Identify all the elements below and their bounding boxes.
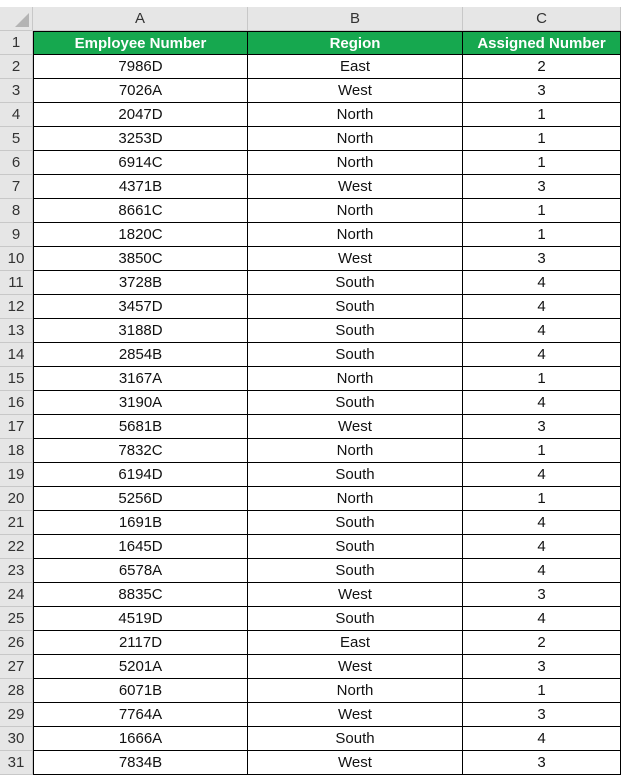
cell-assigned-number[interactable]: 1 [463,199,621,223]
cell-region[interactable]: West [248,751,463,775]
column-header-a[interactable]: A [33,7,248,31]
cell-region[interactable]: South [248,295,463,319]
cell-employee-number[interactable]: 7832C [33,439,248,463]
cell-region[interactable]: South [248,271,463,295]
cell-region[interactable]: North [248,439,463,463]
cell-assigned-number[interactable]: 4 [463,295,621,319]
cell-assigned-number[interactable]: 1 [463,439,621,463]
row-number[interactable]: 5 [0,127,33,151]
cell-assigned-number[interactable]: 4 [463,559,621,583]
header-cell-assigned-number[interactable]: Assigned Number [463,31,621,55]
table-row [0,727,621,751]
cell-employee-number[interactable]: 4519D [33,607,248,631]
cell-employee-number[interactable]: 3190A [33,391,248,415]
cell-employee-number[interactable]: 7026A [33,79,248,103]
cell-employee-number[interactable]: 3457D [33,295,248,319]
row-number[interactable]: 11 [0,271,33,295]
row-number[interactable]: 31 [0,751,33,775]
cell-employee-number[interactable]: 1691B [33,511,248,535]
cell-employee-number[interactable]: 6914C [33,151,248,175]
cell-assigned-number[interactable]: 4 [463,343,621,367]
table-row [0,271,621,295]
row-number[interactable]: 12 [0,295,33,319]
table-row [0,703,621,727]
row-number[interactable]: 8 [0,199,33,223]
row-number[interactable]: 1 [0,31,33,55]
cell-region[interactable]: North [248,367,463,391]
cell-assigned-number[interactable]: 3 [463,751,621,775]
row-number[interactable]: 26 [0,631,33,655]
select-all-corner[interactable] [0,7,33,31]
cell-employee-number[interactable]: 4371B [33,175,248,199]
cell-employee-number[interactable]: 2047D [33,103,248,127]
cell-region[interactable]: North [248,199,463,223]
cell-assigned-number[interactable]: 1 [463,679,621,703]
row-number[interactable]: 3 [0,79,33,103]
cell-region[interactable]: West [248,415,463,439]
row-number[interactable]: 14 [0,343,33,367]
row-number[interactable]: 25 [0,607,33,631]
cell-assigned-number[interactable]: 2 [463,631,621,655]
cell-assigned-number[interactable]: 3 [463,703,621,727]
cell-assigned-number[interactable]: 1 [463,367,621,391]
cell-employee-number[interactable]: 3188D [33,319,248,343]
cell-region[interactable]: West [248,175,463,199]
row-number[interactable]: 6 [0,151,33,175]
table-row [0,559,621,583]
cell-region[interactable]: West [248,79,463,103]
cell-region[interactable]: North [248,679,463,703]
column-headers [33,7,621,31]
table-row [0,463,621,487]
row-number[interactable]: 21 [0,511,33,535]
table-row [0,223,621,247]
cell-region[interactable]: North [248,151,463,175]
table-row [0,535,621,559]
cell-assigned-number[interactable]: 2 [463,55,621,79]
row-number[interactable]: 20 [0,487,33,511]
table-row [0,151,621,175]
table-row [0,439,621,463]
cell-employee-number[interactable]: 7986D [33,55,248,79]
cell-region[interactable]: North [248,487,463,511]
cell-region[interactable]: South [248,607,463,631]
row-number[interactable]: 29 [0,703,33,727]
row-number[interactable]: 17 [0,415,33,439]
row-number[interactable]: 16 [0,391,33,415]
table-row [0,367,621,391]
cell-region[interactable]: West [248,247,463,271]
row-number[interactable]: 13 [0,319,33,343]
table-header-row [0,31,621,55]
cell-assigned-number[interactable]: 3 [463,583,621,607]
row-number[interactable]: 19 [0,463,33,487]
table-row [0,175,621,199]
cell-region[interactable]: South [248,319,463,343]
row-number[interactable]: 7 [0,175,33,199]
cell-region[interactable]: West [248,703,463,727]
cell-employee-number[interactable]: 3728B [33,271,248,295]
cell-assigned-number[interactable]: 4 [463,391,621,415]
cell-employee-number[interactable]: 1820C [33,223,248,247]
cell-assigned-number[interactable]: 4 [463,727,621,751]
cell-assigned-number[interactable]: 1 [463,127,621,151]
table-row [0,343,621,367]
cell-employee-number[interactable]: 7764A [33,703,248,727]
cell-employee-number[interactable]: 1645D [33,535,248,559]
cell-employee-number[interactable]: 1666A [33,727,248,751]
cell-assigned-number[interactable]: 1 [463,103,621,127]
cell-region[interactable]: South [248,511,463,535]
cell-assigned-number[interactable]: 4 [463,319,621,343]
table-row [0,487,621,511]
cell-assigned-number[interactable]: 4 [463,535,621,559]
cell-region[interactable]: South [248,535,463,559]
table-row [0,655,621,679]
select-all-triangle-icon [15,13,29,27]
cell-employee-number[interactable]: 8835C [33,583,248,607]
table-row [0,583,621,607]
cell-employee-number[interactable]: 3167A [33,367,248,391]
row-number[interactable]: 10 [0,247,33,271]
cell-employee-number[interactable]: 6071B [33,679,248,703]
table-row [0,607,621,631]
table-row [0,319,621,343]
cell-assigned-number[interactable]: 3 [463,415,621,439]
cell-region[interactable]: South [248,343,463,367]
cell-region[interactable]: South [248,559,463,583]
cell-region[interactable]: East [248,631,463,655]
cell-employee-number[interactable]: 3850C [33,247,248,271]
table-row [0,631,621,655]
header-cell-employee-number[interactable]: Employee Number [33,31,248,55]
cell-region[interactable]: South [248,391,463,415]
cell-assigned-number[interactable]: 1 [463,487,621,511]
cell-assigned-number[interactable]: 4 [463,271,621,295]
cell-assigned-number[interactable]: 4 [463,463,621,487]
row-number[interactable]: 15 [0,367,33,391]
cell-region[interactable]: North [248,103,463,127]
row-number[interactable]: 4 [0,103,33,127]
table-row [0,751,621,775]
row-number[interactable]: 30 [0,727,33,751]
cell-employee-number[interactable]: 5201A [33,655,248,679]
row-number[interactable]: 2 [0,55,33,79]
cell-region[interactable]: North [248,127,463,151]
cell-employee-number[interactable]: 5256D [33,487,248,511]
cell-region[interactable]: East [248,55,463,79]
row-number[interactable]: 23 [0,559,33,583]
cell-region[interactable]: South [248,463,463,487]
table-row [0,79,621,103]
cell-assigned-number[interactable]: 3 [463,175,621,199]
grid-rows [0,31,621,775]
table-row [0,127,621,151]
cell-assigned-number[interactable]: 3 [463,247,621,271]
column-header-b[interactable]: B [248,7,463,31]
cell-employee-number[interactable]: 8661C [33,199,248,223]
cell-region[interactable]: West [248,655,463,679]
table-row [0,103,621,127]
cell-assigned-number[interactable]: 1 [463,223,621,247]
table-row [0,415,621,439]
table-row [0,199,621,223]
cell-employee-number[interactable]: 6194D [33,463,248,487]
table-row [0,295,621,319]
table-row [0,247,621,271]
cell-employee-number[interactable]: 7834B [33,751,248,775]
cell-assigned-number[interactable]: 3 [463,655,621,679]
row-number[interactable]: 24 [0,583,33,607]
table-row [0,391,621,415]
cell-region[interactable]: North [248,223,463,247]
column-header-c[interactable]: C [463,7,621,31]
row-number[interactable]: 18 [0,439,33,463]
row-number[interactable]: 22 [0,535,33,559]
cell-assigned-number[interactable]: 4 [463,607,621,631]
table-row [0,55,621,79]
row-number[interactable]: 27 [0,655,33,679]
cell-employee-number[interactable]: 6578A [33,559,248,583]
cell-assigned-number[interactable]: 1 [463,151,621,175]
row-number[interactable]: 28 [0,679,33,703]
row-number[interactable]: 9 [0,223,33,247]
cell-employee-number[interactable]: 3253D [33,127,248,151]
table-row [0,511,621,535]
cell-region[interactable]: West [248,583,463,607]
header-cell-region[interactable]: Region [248,31,463,55]
cell-employee-number[interactable]: 5681B [33,415,248,439]
cell-employee-number[interactable]: 2854B [33,343,248,367]
cell-region[interactable]: South [248,727,463,751]
table-row [0,679,621,703]
cell-assigned-number[interactable]: 3 [463,79,621,103]
cell-assigned-number[interactable]: 4 [463,511,621,535]
cell-employee-number[interactable]: 2117D [33,631,248,655]
